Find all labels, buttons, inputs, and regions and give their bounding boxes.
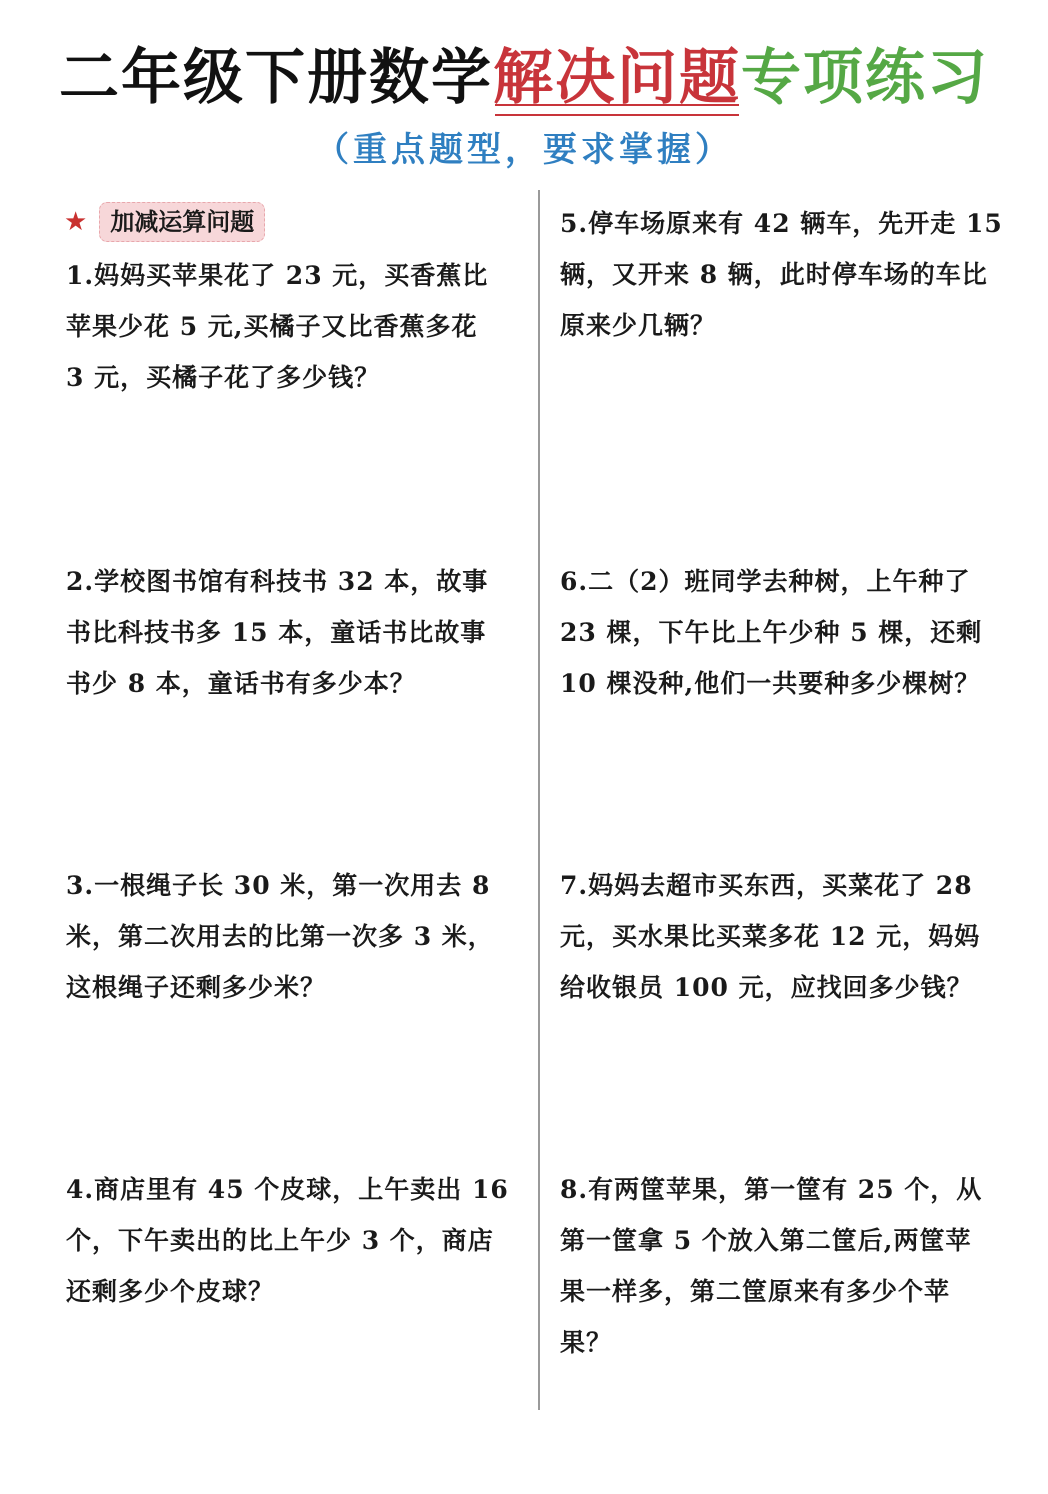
section-badge: 加减运算问题 bbox=[99, 202, 265, 242]
problem-6: 6.二（2）班同学去种树，上午种了 23 棵，下午比上午少种 5 棵，还剩 10 棵没种,他们一共要种多少棵树？ bbox=[560, 567, 983, 698]
section-heading bbox=[64, 202, 265, 242]
problem-3: 3.一根绳子长 30 米，第一次用去 8 米，第二次用去的比第一次多 3 米， 这根绳子还剩多少米？ bbox=[66, 871, 494, 1002]
title-part-practice: 专项练习 bbox=[741, 43, 989, 113]
problem-5: 5.停车场原来有 42 辆车，先开走 15 辆，又开来 8 辆，此时停车场的车比 原来少几辆？ bbox=[560, 209, 1003, 340]
page-title bbox=[0, 38, 1048, 118]
page-subtitle: （重点题型，要求掌握） bbox=[315, 130, 733, 170]
problem-4: 4.商店里有 45 个皮球，上午卖出 16 个，下午卖出的比上午少 3 个，商店 还剩多少个皮球？ bbox=[66, 1175, 509, 1306]
problem-1: 1.妈妈买苹果花了 23 元，买香蕉比 苹果少花 5 元,买橘子又比香蕉多花 3 元，买橘子花了多少钱？ bbox=[66, 261, 489, 392]
problem-7: 7.妈妈去超市买东西，买菜花了 28 元，买水果比买菜多花 12 元，妈妈 给收银员 100 元，应找回多少钱？ bbox=[560, 871, 981, 1002]
problem-2: 2.学校图书馆有科技书 32 本，故事 书比科技书多 15 本，童话书比故事 书少 8 本，童话书有多少本？ bbox=[66, 567, 489, 698]
star-icon: ★ bbox=[64, 207, 88, 237]
title-part-grade: 二年级下册数学 bbox=[59, 43, 493, 113]
problem-8: 8.有两筐苹果，第一筐有 25 个，从 第一筐拿 5 个放入第二筐后,两筐苹 果一样多，第二筐原来有多少个苹 果？ bbox=[560, 1175, 983, 1357]
column-divider bbox=[538, 190, 540, 1410]
title-part-topic: 解决问题 bbox=[493, 38, 741, 118]
